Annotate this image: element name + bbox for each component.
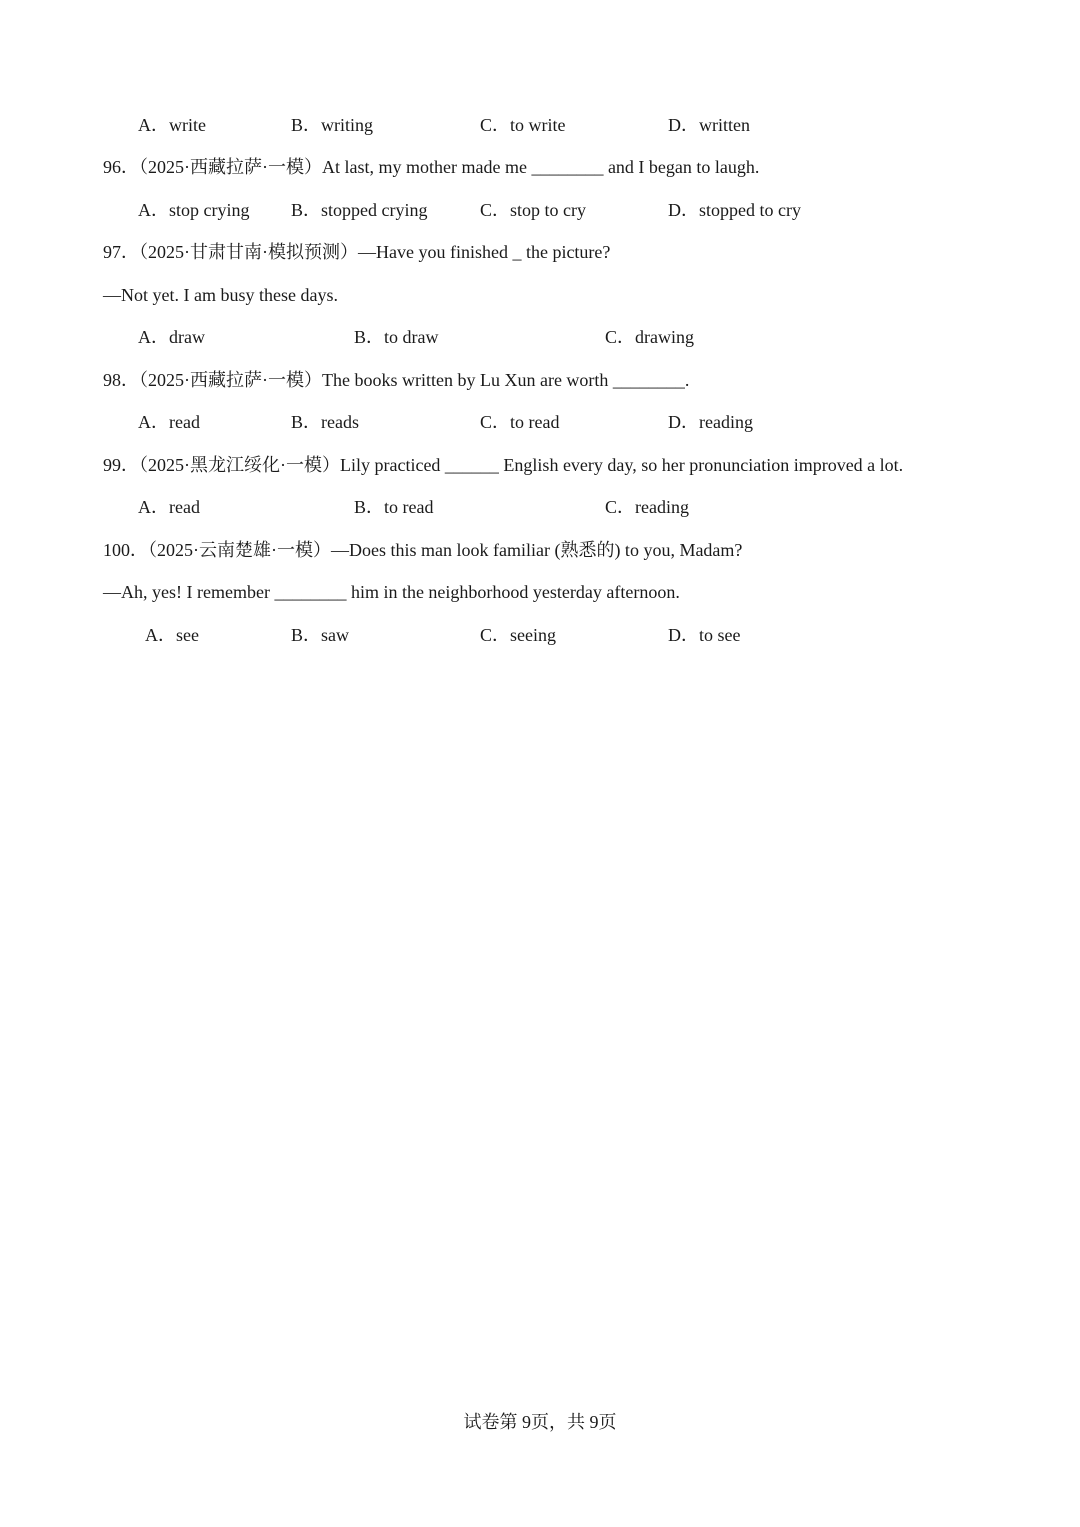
question-dialogue-line: —Not yet. I am busy these days. bbox=[103, 285, 338, 305]
option-c: C．to write bbox=[480, 115, 566, 135]
option-b: B．to read bbox=[354, 497, 434, 517]
question-dialogue-line: —Ah, yes! I remember ________ him in the neighborhood yesterday afternoon. bbox=[103, 582, 680, 602]
option-c: C．seeing bbox=[480, 625, 556, 645]
option-d: D．stopped to cry bbox=[668, 200, 801, 220]
option-b: B．reads bbox=[291, 412, 359, 432]
option-b: B．to draw bbox=[354, 327, 439, 347]
option-c: C．stop to cry bbox=[480, 200, 586, 220]
option-a: A．read bbox=[138, 497, 200, 517]
option-c: C．reading bbox=[605, 497, 689, 517]
option-a: A．draw bbox=[138, 327, 205, 347]
question-stem: 96．（2025·西藏拉萨·一模）At last, my mother made me ________ and I began to laugh. bbox=[103, 157, 760, 177]
question-stem: 97．（2025·甘肃甘南·模拟预测）—Have you finished _ the picture? bbox=[103, 242, 611, 262]
question-stem: 100．（2025·云南楚雄·一模）—Does this man look familiar (熟悉的) to you, Madam? bbox=[103, 540, 743, 560]
option-a: A．read bbox=[138, 412, 200, 432]
question-stem: 98．（2025·西藏拉萨·一模）The books written by Lu Xun are worth ________. bbox=[103, 370, 690, 390]
option-c: C．drawing bbox=[605, 327, 694, 347]
option-a: A．stop crying bbox=[138, 200, 250, 220]
option-b: B．saw bbox=[291, 625, 349, 645]
option-b: B．writing bbox=[291, 115, 374, 135]
option-b: B．stopped crying bbox=[291, 200, 428, 220]
option-d: D．reading bbox=[668, 412, 753, 432]
question-stem: 99．（2025·黑龙江绥化·一模）Lily practiced ______ English every day, so her pronunciation improved a lot. bbox=[103, 455, 904, 475]
option-c: C．to read bbox=[480, 412, 560, 432]
option-d: D．written bbox=[668, 115, 750, 135]
option-a: A．see bbox=[145, 625, 199, 645]
option-d: D．to see bbox=[668, 625, 741, 645]
option-a: A．write bbox=[138, 115, 206, 135]
page-number-footer: 试卷第 9页，共 9页 bbox=[463, 1412, 617, 1432]
